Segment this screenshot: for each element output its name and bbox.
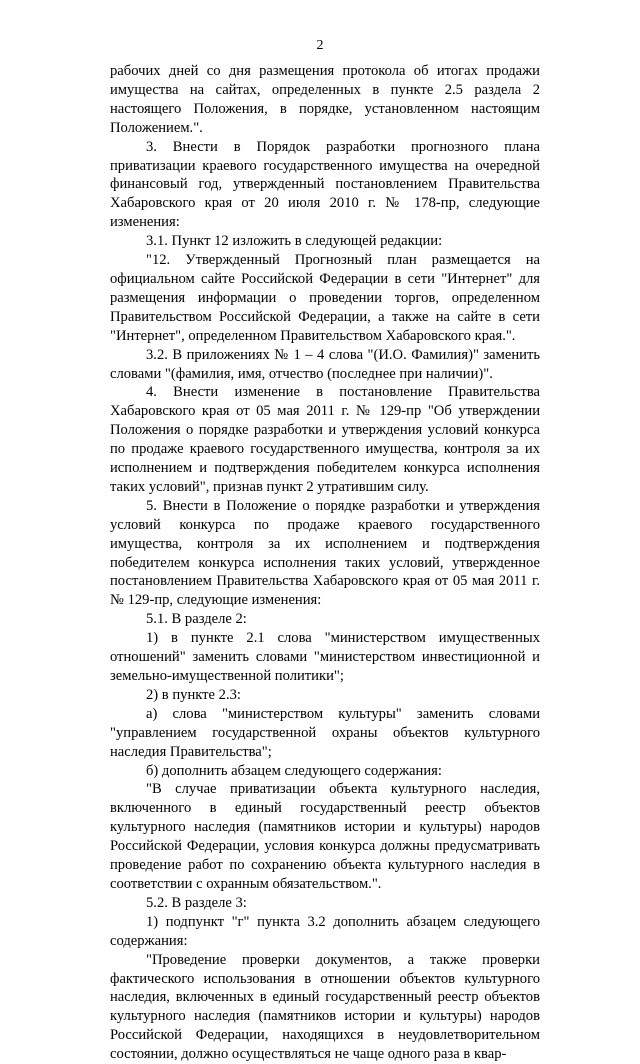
paragraph-item-3-2: 3.2. В приложениях № 1 – 4 слова "(И.О. Фамилия)" заменить словами "(фамилия, имя, отчество (последнее при наличии)". [110,346,540,382]
document-body [110,62,540,1064]
paragraph-quote-12: "12. Утвержденный Прогнозный план размещается на официальном сайте Российской Федерации в сети "Интернет" для размещения информации о проведении торгов, определенном Правительством Российской Федерации, а также на сайте в сети "Интернет", определенном Правительством Хабаровского края.". [110,252,540,344]
paragraph-quote-inspection: "Проведение проверки документов, а также проверки фактического использования в отношении объектов культурного наследия, включенных в единый государственный реестр объектов культурного наследия (памятников истории и культуры) народов Российской Федерации, находящихся в неудовлетворительном состоянии, должно осуществляться не чаще одного раза в квар- [110,951,540,1063]
paragraph-subitem-1: 1) в пункте 2.1 слова "министерством имущественных отношений" заменить словами "министерством инвестиционной и земельно-имущественной политики"; [110,630,540,684]
paragraph-item-5: 5. Внести в Положение о порядке разработки и утверждения условий конкурса по продаже краевого государственного имущества, контроля за их исполнением и подтверждения победителем конкурса исполнения таких условий, утвержденное постановлением Правительства Хабаровского края от 05 мая 2011 г. № 129-пр, следующие изменения: [110,497,540,609]
paragraph-subitem-g: 1) подпункт "г" пункта 3.2 дополнить абзацем следующего содержания: [110,913,540,949]
paragraph-item-5-2: 5.2. В разделе 3: [146,894,247,911]
paragraph-item-5-1: 5.1. В разделе 2: [146,611,247,628]
paragraph-item-4: 4. Внести изменение в постановление Правительства Хабаровского края от 05 мая 2011 г. № 129-пр "Об утверждении Положения о порядке разработки и утверждения условий конкурса по продаже краевого государственного имущества, контроля за их исполнением и подтверждения победителем конкурса исполнения таких условий", признав пункт 2 утратившим силу. [110,384,540,495]
page-number: 2 [316,38,324,53]
paragraph-subitem-b: б) дополнить абзацем следующего содержания: [146,762,442,779]
paragraph-subitem-a: а) слова "министерством культуры" заменить словами "управлением государственной охраны объектов культурного наследия Правительства"; [110,705,540,760]
paragraph-item-3-1: 3.1. Пункт 12 изложить в следующей редакции: [146,233,443,250]
paragraph-continuation: рабочих дней со дня размещения протокола об итогах продажи имущества на сайтах, определенных в пункте 2.5 раздела 2 настоящего Положения, в порядке, установленном настоящим Положением.". [110,63,540,136]
paragraph-subitem-2: 2) в пункте 2.3: [146,686,241,703]
paragraph-item-3: 3. Внести в Порядок разработки прогнозного плана приватизации краевого государственного имущества на очередной финансовый год, утвержденный постановлением Правительства Хабаровского края от 20 июля 2010 г. № 178-пр, следующие изменения: [110,138,540,231]
paragraph-quote-heritage: "В случае приватизации объекта культурного наследия, включенного в единый государственный реестр объектов культурного наследия (памятников истории и культуры) народов Российской Федерации, условия конкурса должны предусматривать проведение работ по сохранению объекта культурного наследия в соответствии с охранным обязательством.". [110,781,540,892]
